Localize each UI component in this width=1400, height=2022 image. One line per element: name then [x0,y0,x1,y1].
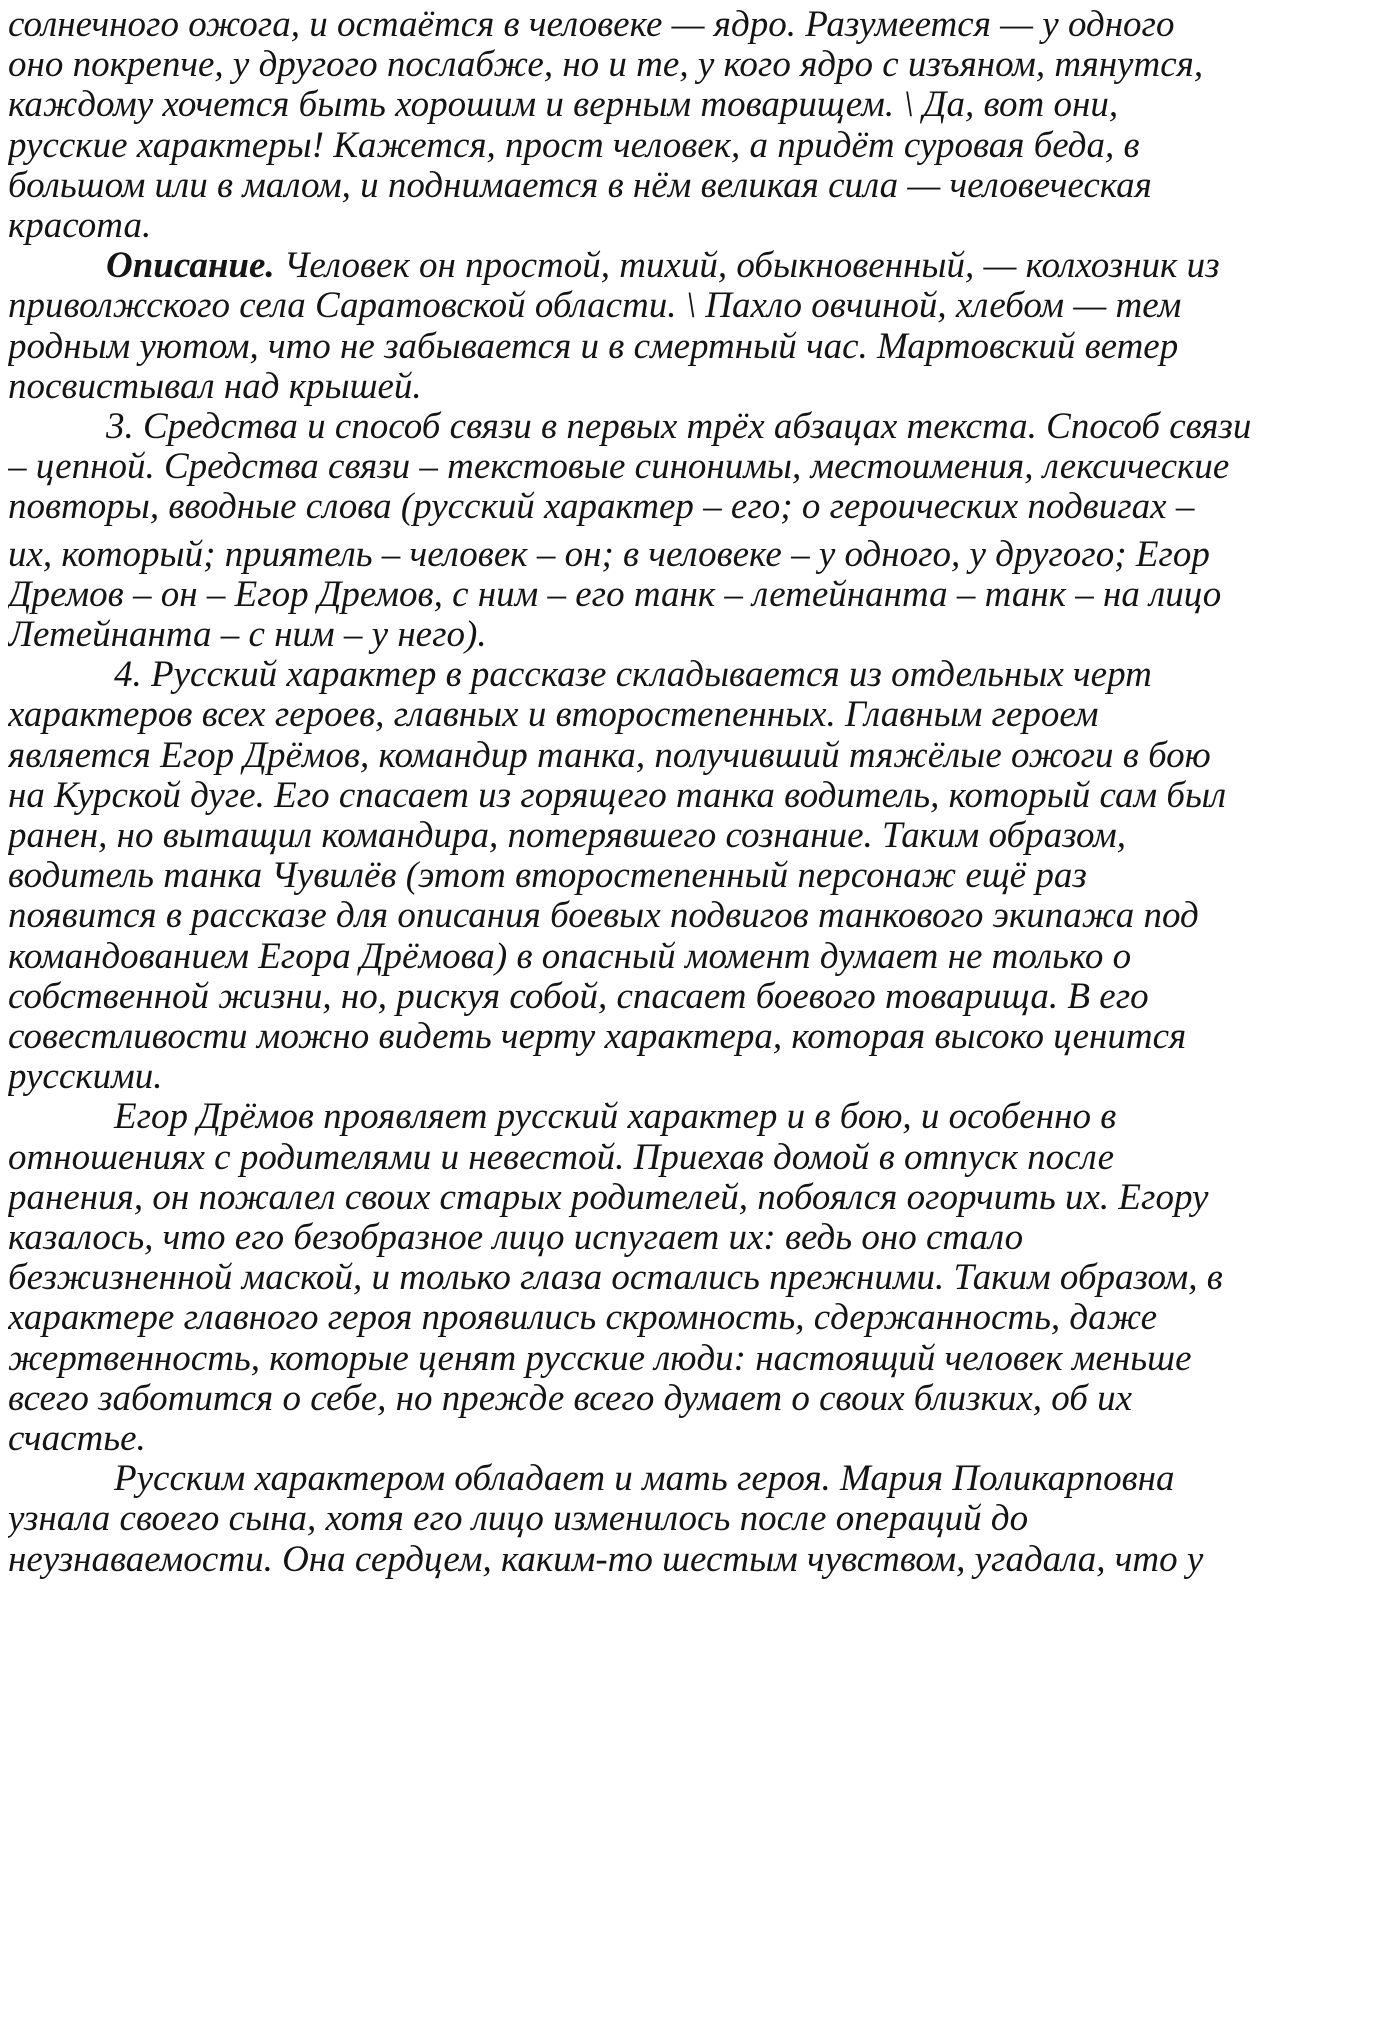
text-line: красота. [8,205,152,246]
text-line: русские характеры! Кажется, прост человек, а придёт суровая беда, в [8,124,1140,166]
text-line: появится в рассказе для описания боевых подвигов танкового экипажа под [8,895,1199,937]
text-line: их, который; приятель – человек – он; в человеке – у одного, у другого; Егор [8,533,1210,575]
text-line: ранения, он пожалел своих старых родителей, побоялся огорчить их. Егору [8,1176,1209,1218]
text-line: неузнаваемости. Она сердцем, каким-то шестым чувством, угадала, что у [8,1538,1204,1580]
text-line: узнала своего сына, хотя его лицо изменилось после операций до [8,1498,1029,1540]
text-line: Русским характером обладает и мать героя. Мария Поликарповна [114,1458,1175,1500]
document-page [8,0,1392,2022]
text-line-content: Человек он простой, тихий, обыкновенный, — колхозник из [274,245,1220,287]
text-line: посвистывал над крышей. [8,365,422,407]
text-line: командованием Егора Дрёмова) в опасный момент думает не только о [8,935,1132,977]
text-line [106,245,1220,287]
text-line: каждому хочется быть хорошим и верным товарищем. \ Да, вот они, [8,84,1119,126]
text-line: отношениях с родителями и невестой. Приехав домой в отпуск после [8,1136,1115,1178]
text-line: 3. Средства и способ связи в первых трёх абзацах текста. Способ связи [106,406,1252,447]
text-line: оно покрепче, у другого послабже, но и те, у кого ядро с изъяном, тянутся, [8,44,1204,86]
text-line: характеров всех героев, главных и второстепенных. Главным героем [8,694,1099,736]
text-line: приволжского села Саратовской области. \ Пахло овчиной, хлебом — тем [8,285,1182,327]
text-line: ранен, но вытащил командира, потерявшего сознание. Таким образом, [8,815,1126,856]
text-line: – цепной. Средства связи – текстовые синонимы, местоимения, лексические [8,446,1230,488]
text-line: Летейнанта – с ним – у него). [8,614,487,655]
text-line: родным уютом, что не забывается и в смертный час. Мартовский ветер [8,325,1179,367]
text-line: счастье. [8,1418,146,1459]
text-line: Дремов – он – Егор Дремов, с ним – его танк – летейнанта – танк – на лицо [8,573,1222,615]
text-line: является Егор Дрёмов, командир танка, получивший тяжёлые ожоги в бою [8,734,1211,776]
text-line: всего заботится о себе, но прежде всего думает о своих близких, об их [8,1377,1133,1419]
text-line: безжизненной маской, и только глаза остались прежними. Таким образом, в [8,1257,1223,1299]
text-line: совестливости можно видеть черту характера, которая высоко ценится [8,1016,1187,1057]
text-line: 4. Русский характер в рассказе складывается из отдельных черт [114,654,1152,696]
text-line: жертвенность, которые ценят русские люди: настоящий человек меньше [8,1337,1192,1379]
text-line: русскими. [8,1056,163,1098]
text-line: Егор Дрёмов проявляет русский характер и в бою, и особенно в [114,1096,1117,1138]
text-line: солнечного ожога, и остаётся в человеке — ядро. Разумеется — у одного [8,4,1175,45]
text-line: повторы, вводные слова (русский характер – его; о героических подвигах – [8,486,1195,528]
text-line: характере главного героя проявились скромность, сдержанность, даже [8,1297,1157,1339]
text-line: собственной жизни, но, рискуя собой, спасает боевого товарища. В его [8,975,1149,1017]
text-line: казалось, что его безобразное лицо испугает их: ведь оно стало [8,1217,1024,1258]
description-heading: Описание. [106,245,275,287]
text-line: большом или в малом, и поднимается в нём великая сила — человеческая [8,164,1152,206]
text-line: водитель танка Чувилёв (этот второстепенный персонаж ещё раз [8,855,1087,897]
text-line: на Курской дуге. Его спасает из горящего танка водитель, который сам был [8,774,1227,816]
